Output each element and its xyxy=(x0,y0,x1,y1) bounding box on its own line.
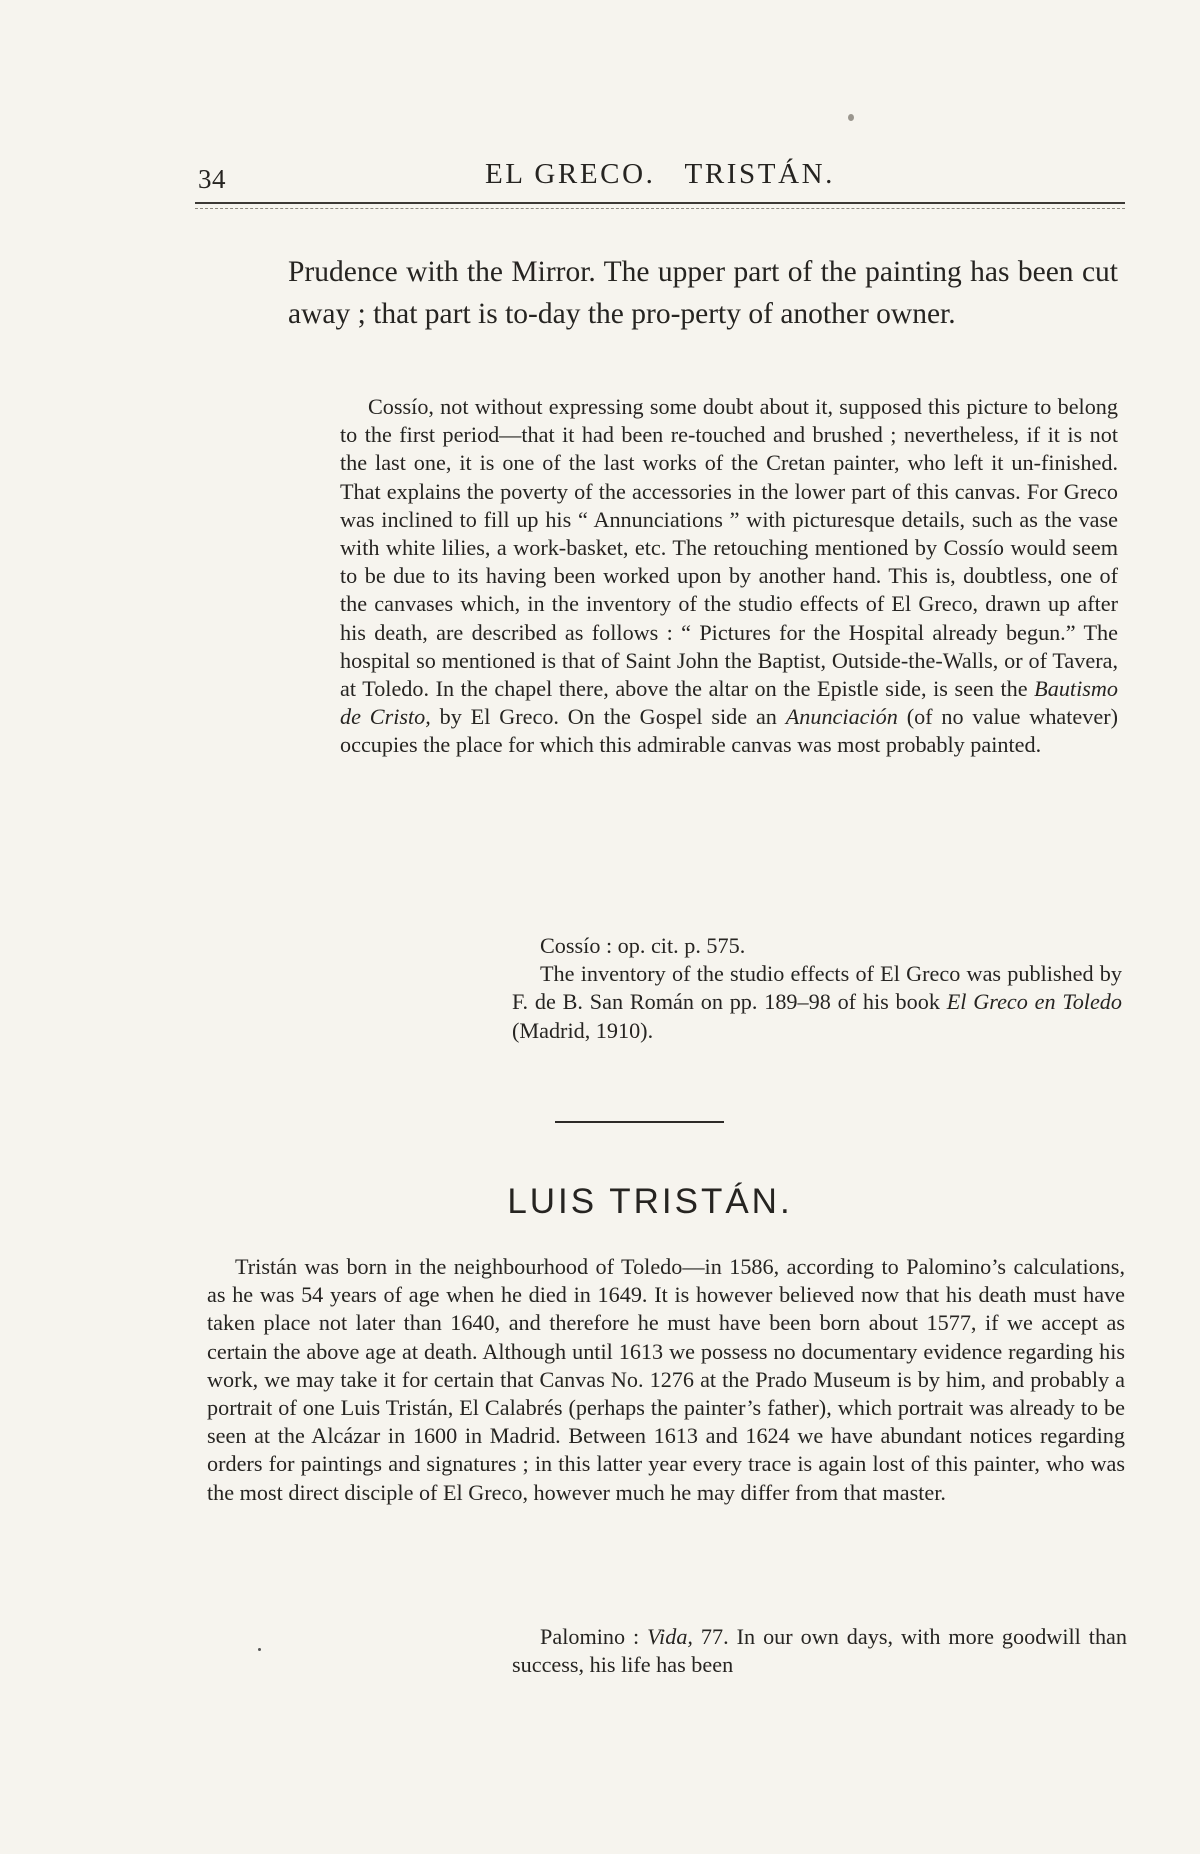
page-header xyxy=(195,150,1125,200)
stray-dot xyxy=(258,1648,261,1651)
page-number: 34 xyxy=(198,164,226,194)
reference-cossio: Cossío : op. cit. p. 575. xyxy=(540,933,746,958)
lead-paragraph: Prudence with the Mirror. The upper part of the painting has been cut away ; that part is to-day the pro-perty of another owner. xyxy=(288,256,1118,330)
note-italic-anunciacion: Anunciación xyxy=(785,704,898,730)
header-rule-dashed xyxy=(195,208,1125,209)
footnote-text-2: 77. In our own days, with more goodwill than success, his life has been xyxy=(512,1624,1127,1678)
footnote-text-1: Palomino : xyxy=(540,1624,648,1649)
note-text-2: by El Greco. On the Gospel side an xyxy=(430,704,786,730)
header-rule xyxy=(195,202,1125,204)
note-text-1: Cossío, not without expressing some doubt about it, supposed this picture to belong to the first period—that it had been re-touched and brushed ; nevertheless, if it is not the last one, it is one of the last works of the Cretan painter, who left it un-finished. That explains the poverty of the accessories in the lower part of this canvas. For Greco was inclined to fill up his “ Annunciations ” with picturesque details, such as the vase with white lilies, a work-basket, etc. The retouching mentioned by Cossío would seem to be due to its having been worked upon by another hand. This is, doubtless, one of the canvases which, in the inventory of the studio effects of El Greco, drawn up after his death, are described as follows : “ Pictures for the Hospital already begun.” The hospital so mentioned is that of Saint John the Baptist, Outside-the-Walls, or of Tavera, at Toledo. In the chapel there, above the altar on the Epistle side, is seen the xyxy=(340,394,1118,702)
reference-inventory-tail: (Madrid, 1910). xyxy=(512,1017,654,1043)
note-text-3: (of no value whatever) occupies the place for which this admirable canvas was most probably painted. xyxy=(340,704,1118,758)
body-paragraph xyxy=(207,1253,1125,1507)
references xyxy=(512,932,1122,1045)
body-text: Tristán was born in the neighbourhood of Toledo—in 1586, according to Palomino’s calculations, as he was 54 years of age when he died in 1649. It is however believed now that his death must have taken place not later than 1640, and therefore he must have been born about 1577, if we accept as certain the above age at death. Although until 1613 we possess no documentary evidence regarding his work, we may take it for certain that Canvas No. 1276 at the Prado Museum is by him, and probably a portrait of one Luis Tristán, El Calabrés (perhaps the painter’s father), which portrait was already to be seen at the Alcázar in 1600 in Madrid. Between 1613 and 1624 we have abundant notices regarding orders for paintings and signatures ; in this latter year every trace is again lost of this painter, who was the most direct disciple of El Greco, however much he may differ from that master. xyxy=(207,1254,1125,1505)
reference-inventory-text: The inventory of the studio effects of El Greco was published by F. de B. San Román on pp. 189–98 of his book xyxy=(512,961,1122,1015)
running-head: EL GRECO. TRISTÁN. xyxy=(484,158,836,190)
footnote xyxy=(512,1623,1127,1679)
note-paragraph xyxy=(340,393,1118,760)
section-title: LUIS TRISTÁN. xyxy=(507,1182,793,1221)
ink-fleck xyxy=(848,114,854,121)
reference-inventory xyxy=(512,960,1122,1045)
footnote-italic-vida: Vida, xyxy=(647,1624,693,1649)
note-italic-bautismo: Bautismo de Cristo, xyxy=(340,676,1118,730)
reference-book-title: El Greco en Toledo xyxy=(946,989,1122,1015)
section-divider xyxy=(555,1121,724,1123)
